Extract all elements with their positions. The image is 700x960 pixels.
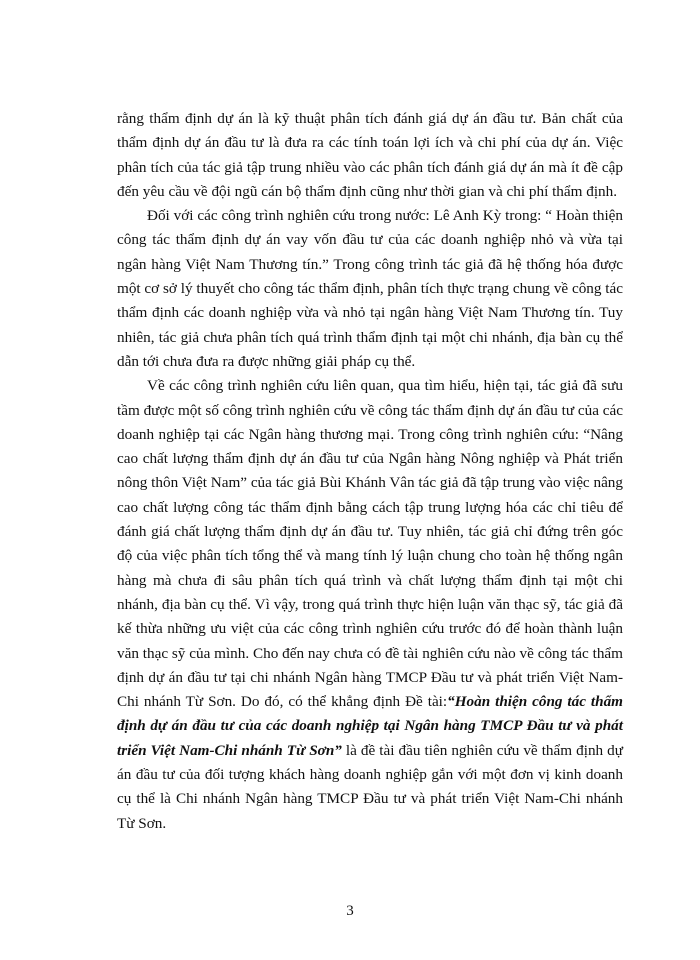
paragraph-2-text: Đối với các công trình nghiên cứu trong nước: Lê Anh Kỳ trong: “ Hoàn thiện công tác thẩm định dự án vay vốn đầu tư của các doanh nghiệp nhỏ và vừa tại ngân hàng Việt Nam Thương tín.” Trong công trình tác giả đã hệ thống hóa được một cơ sở lý thuyết cho công tác thẩm định, phân tích thực trạng chung về công tác thẩm định các doanh nghiệp vừa và nhỏ tại ngân hàng Việt Nam Thương tín. Tuy nhiên, tác giả chưa phân tích quá trình thẩm định tại một chi nhánh, địa bàn cụ thể dẫn tới chưa đưa ra được những giải pháp cụ thể. xyxy=(117,207,623,370)
paragraph-1 xyxy=(117,107,623,204)
body-text xyxy=(117,107,623,836)
paragraph-1-text: rằng thẩm định dự án là kỹ thuật phân tích đánh giá dự án đầu tư. Bản chất của thẩm định dự án đầu tư là đưa ra các tính toán lợi ích và chi phí của dự án. Việc phân tích của tác giả tập trung nhiều vào các phân tích đánh giá dự án mà ít đề cập đến yêu cầu về đội ngũ cán bộ thẩm định cũng như thời gian và chi phí thẩm định. xyxy=(117,110,623,200)
paragraph-3 xyxy=(117,374,623,836)
thesis-title-emphasis: “Hoàn thiện công tác thẩm định dự án đầu tư của các doanh nghiệp tại Ngân hàng TMCP Đầu tư và phát triển Việt Nam-Chi nhánh Từ Sơn” xyxy=(117,693,623,759)
paragraph-3-text: Về các công trình nghiên cứu liên quan, qua tìm hiểu, hiện tại, tác giả đã sưu tầm được một số công trình nghiên cứu về công tác thẩm định dự án đầu tư của các doanh nghiệp tại các Ngân hàng thương mại. Trong công trình nghiên cứu: “Nâng cao chất lượng thẩm định dự án đầu tư của Ngân hàng Nông nghiệp và Phát triển nông thôn Việt Nam” của tác giả Bùi Khánh Vân tác giả đã tập trung vào việc nâng cao chất lượng công tác thẩm định bằng cách tập trung lượng hóa các chỉ tiêu để đánh giá chất lượng thẩm định dự án đầu tư. Tuy nhiên, tác giả chỉ đứng trên góc độ của việc phân tích tổng thể và mang tính lý luận chung cho toàn hệ thống ngân hàng mà chưa đi sâu phân tích quá trình và chất lượng thẩm định tại một chi nhánh, địa bàn cụ thể. Vì vậy, trong quá trình thực hiện luận văn thạc sỹ, tác giả đã kế thừa những ưu việt của các công trình nghiên cứu trước đó để hoàn thành luận văn thạc sỹ của mình. Cho đến nay chưa có đề tài nghiên cứu nào về công tác thẩm định dự án đầu tư tại chi nhánh Ngân hàng TMCP Đầu tư và phát triển Việt Nam-Chi nhánh Từ Sơn. Do đó, có thể khẳng định Đề tài: xyxy=(117,377,623,711)
paragraph-3-text-end: là đề tài đầu tiên nghiên cứu về thẩm định dự án đầu tư của đối tượng khách hàng doanh nghiệp gắn với một đơn vị kinh doanh cụ thể là Chi nhánh Ngân hàng TMCP Đầu tư và phát triển Việt Nam-Chi nhánh Từ Sơn. xyxy=(117,741,623,832)
page-number: 3 xyxy=(346,903,354,919)
paragraph-2 xyxy=(117,204,623,374)
